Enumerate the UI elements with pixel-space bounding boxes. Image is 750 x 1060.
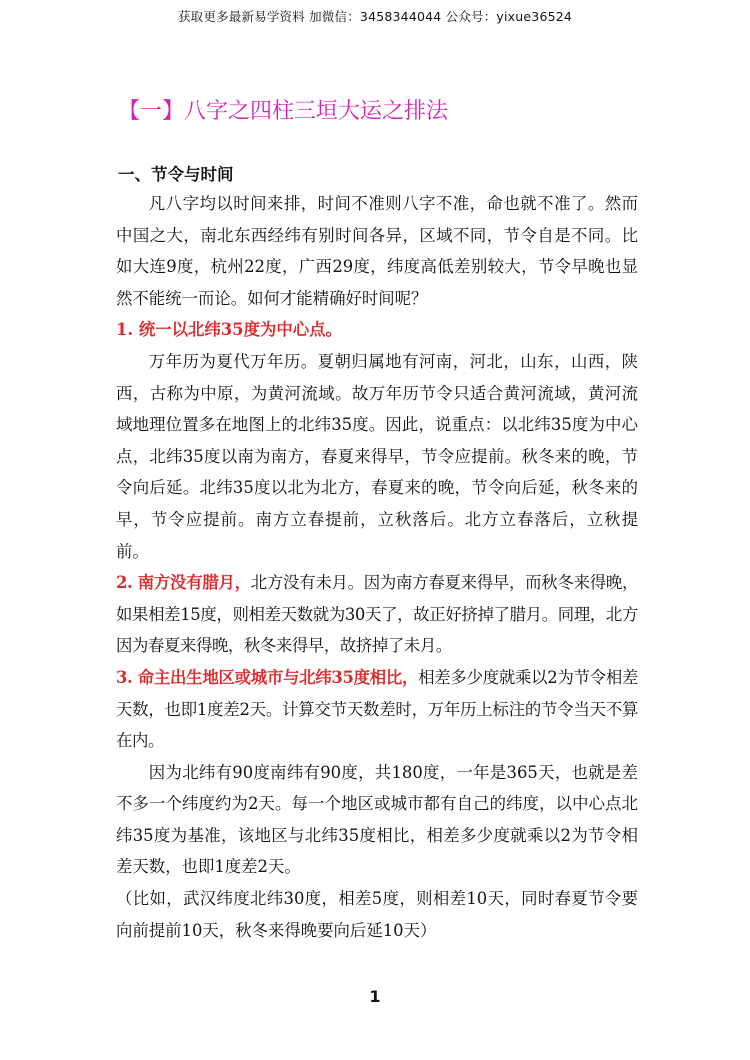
section-heading: 一、节令与时间 [118, 165, 234, 184]
paragraph-point-2 [116, 567, 638, 662]
document-body [116, 188, 638, 946]
page-header-watermark: 获取更多最新易学资料 加微信：3458344044 公众号：yixue36524 [177, 9, 573, 24]
point-2-heading: 2. 南方没有腊月， [116, 573, 251, 593]
paragraph-point-3 [116, 662, 638, 757]
paragraph-intro: 凡八字均以时间来排，时间不准则八字不准，命也就不准了。然而中国之大，南北东西经纬有别时间各异，区域不同，节令自是不同。比如大连9度，杭州22度，广西29度，纬度高低差别较大，节令早晚也显然不能统一而论。如何才能精确好时间呢？ [116, 194, 638, 308]
point-3-heading: 3. 命主出生地区或城市与北纬35度相比， [116, 667, 419, 687]
point-2-text: 北方没有未月。因为南方春夏来得早，而秋冬来得晚，如果相差15度，则相差天数就为30天了，故正好挤掉了腊月。同理，北方因为春夏来得晚，秋冬来得早，故挤掉了未月。 [116, 573, 638, 656]
page-number: 1 [369, 987, 381, 1006]
paragraph-example: （比如，武汉纬度北纬30度，相差5度，则相差10天，同时春夏节令要向前提前10天，秋冬来得晚要向后延10天） [116, 889, 638, 940]
paragraph-calendar-explanation: 万年历为夏代万年历。夏朝归属地有河南，河北，山东，山西，陕西，古称为中原，为黄河流域。故万年历节令只适合黄河流域，黄河流域地理位置多在地图上的北纬35度。因此，说重点：以北纬35度为中心点，北纬35度以南为南方，春夏来得早，节令应提前。秋冬来的晚，节令向后延。北纬35度以北为北方，春夏来的晚，节令向后延，秋冬来的早，节令应提前。南方立春提前，立秋落后。北方立春落后，立秋提前。 [116, 351, 638, 561]
chapter-title: 【一】八字之四柱三垣大运之排法 [118, 99, 449, 124]
paragraph-latitude-explanation: 因为北纬有90度南纬有90度，共180度，一年是365天，也就是差不多一个纬度约为2天。每一个地区或城市都有自己的纬度，以中心点北纬35度为基准，该地区与北纬35度相比，相差多少度就乘以2为节令相差天数，也即1度差2天。 [116, 762, 638, 877]
point-1-heading: 1. 统一以北纬35度为中心点。 [116, 320, 342, 340]
point-3-text: 相差多少度就乘以2为节令相差天数，也即1度差2天。计算交节天数差时，万年历上标注的节令当天不算在内。 [116, 667, 638, 751]
